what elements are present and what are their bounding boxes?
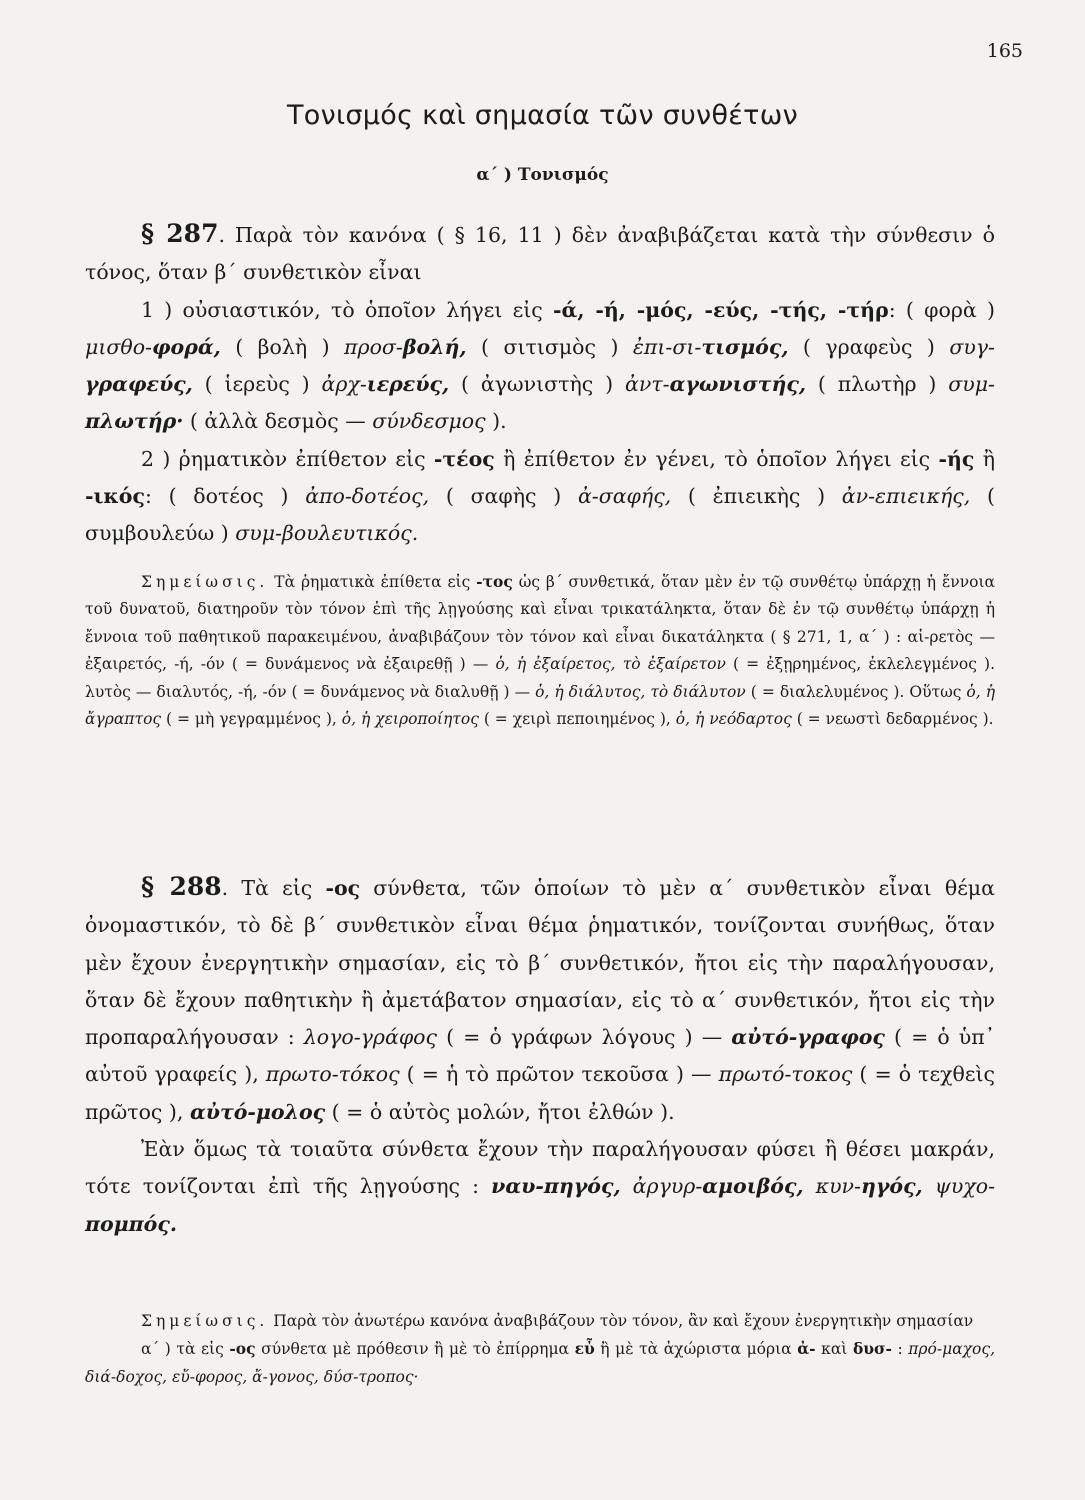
chapter-title: Τονισμός καὶ σημασία τῶν συνθέτων (286, 100, 799, 131)
paragraph: § 288. Τὰ εἰς -ος σύνθετα, τῶν ὁποίων τὸ μὲν α΄ συνθετικὸν εἶναι θέμα ὀνομαστικόν, τὸ δὲ β΄ συνθετικὸν εἶναι θέμα ῥηματικόν, τονίζονται συνήθως, ὅταν μὲν ἔχουν ἐνεργητικὴν σημασίαν, εἰς τὸ β΄ συνθετικόν, ἤτοι εἰς τὴν παραλήγουσαν, ὅταν δὲ ἔχουν παθητικὴν ἢ ἀμετάβατον σημασίαν, εἰς τὸ α΄ συνθετικόν, ἤτοι εἰς τὴν προπαραλήγουσαν : λογο-γράφος ( = ὁ γράφων λόγους ) — αὐτό-γραφος ( = ὁ ὑπ᾽ αὐτοῦ γραφείς ), πρωτο-τόκος ( = ἡ τὸ πρῶτον τεκοῦσα ) — πρωτό-τοκος ( = ὁ τεχθεὶς πρῶτος ), αὐτό-μολος ( = ὁ αὐτὸς μολών, ἤτοι ἐλθών ). (85, 872, 995, 1124)
note-label: Σημείωσις. (141, 573, 269, 591)
note-288 (85, 1308, 995, 1391)
paragraph: Ἐὰν ὅμως τὰ τοιαῦτα σύνθετα ἔχουν τὴν παραλήγουσαν φύσει ἢ θέσει μακράν, τότε τονίζονται ἐπὶ τῆς λῃγούσης : ναυ-πηγός, ἀργυρ-αμοιβός, κυν-ηγός, ψυχο-πομπός. (85, 1137, 996, 1236)
section-287 (85, 215, 995, 553)
note-paragraph: α΄ ) τὰ εἰς -ος σύνθετα μὲ πρόθεσιν ἢ μὲ τὸ ἐπίρρημα εὖ ἢ μὲ τὰ ἀχώριστα μόρια ἀ- καὶ δυσ- : πρό-μαχος, διά-δοχος, εὔ-φορος, ἄ-γονος, δύσ-τροπος· (85, 1339, 995, 1386)
paragraph: 2 ) ῥηματικὸν ἐπίθετον εἰς -τέος ἢ ἐπίθετον ἐν γένει, τὸ ὁποῖον λήγει εἰς -ής ἢ -ικός: ( δοτέος ) ἀπο-δοτέος, ( σαφὴς ) ἀ-σαφής, ( ἐπιεικὴς ) ἀν-επιεικής, ( συμβουλεύω ) συμ-βουλευτικός. (85, 446, 996, 546)
page-number: 165 (986, 40, 1023, 62)
paragraph: § 287. Παρὰ τὸν κανόνα ( § 16, 11 ) δὲν ἀναβιβάζεται κατὰ τὴν σύνθεσιν ὁ τόνος, ὅταν β΄ συνθετικὸν εἶναι (85, 219, 995, 285)
section-subtitle: α΄ ) Τονισμός (476, 165, 609, 185)
section-number: § 288 (141, 872, 222, 901)
note-287 (85, 568, 995, 733)
paragraph: 1 ) οὐσιαστικόν, τὸ ὁποῖον λήγει εἰς -ά, -ή, -μός, -εύς, -τής, -τήρ: ( φορὰ ) μισθο-φορά, ( βολὴ ) προσ-βολή, ( σιτισμὸς ) ἐπι-σι-τισμός, ( γραφεὺς ) συγ-γραφεύς, ( ἱερεὺς ) ἀρχ-ιερεύς, ( ἀγωνιστὴς ) ἀντ-αγωνιστής, ( πλωτὴρ ) συμ-πλωτήρ· ( ἀλλὰ δεσμὸς — σύνδεσμος ). (85, 297, 995, 434)
note-paragraph: Σημείωσις. Τὰ ῥηματικὰ ἐπίθετα εἰς -τος ὡς β΄ συνθετικά, ὅταν μὲν ἐν τῷ συνθέτῳ ὑπάρχῃ ἡ ἔννοια τοῦ δυνατοῦ, διατηροῦν τὸν τόνον ἐπὶ τῆς λῃγούσης καὶ εἶναι τρικατάληκτα, ὅταν δὲ ἐν τῷ συνθέτῳ ὑπάρχῃ ἡ ἔννοια τοῦ παθητικοῦ παρακειμένου, ἀναβιβάζουν τὸν τόνον καὶ εἶναι δικατάληκτα ( § 271, 1, α΄ ) : αἱ-ρετὸς — ἐξαιρετός, -ή, -όν ( = δυνάμενος νὰ ἐξαιρεθῇ ) — ὁ, ἡ ἐξαίρετος, τὸ ἐξαίρετον ( = ἐξῃρημένος, ἐκλελεγμένος ). λυτὸς — διαλυτός, -ή, -όν ( = δυνάμενος νὰ διαλυθῇ ) — ὁ, ἡ διάλυτος, τὸ διάλυτον ( = διαλελυμένος ). Οὕτως ὁ, ἡ ἄγραπτος ( = μὴ γεγραμμένος ), ὁ, ἡ χειροποίητος ( = χειρὶ πεποιημένος ), ὁ, ἡ νεόδαρτος ( = νεωστὶ δεδαρμένος ). (85, 572, 995, 729)
note-paragraph: Σημείωσις. Παρὰ τὸν ἀνωτέρω κανόνα ἀναβιβάζουν τὸν τόνον, ἂν καὶ ἔχουν ἐνεργητικὴν σημασίαν (141, 1312, 974, 1330)
section-number: § 287 (141, 219, 219, 248)
note-label: Σημείωσις. (141, 1312, 269, 1330)
section-288 (85, 868, 995, 1243)
